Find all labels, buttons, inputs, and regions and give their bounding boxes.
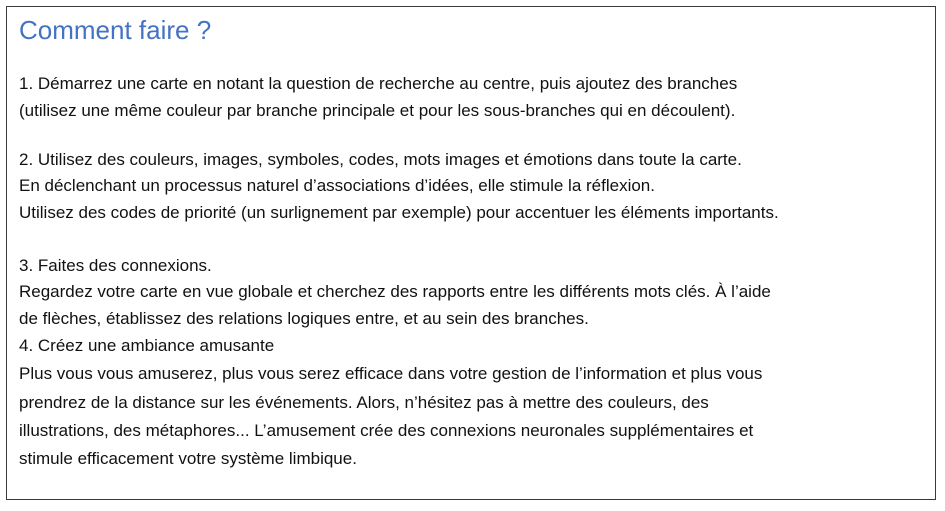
step-2-line-2: En déclenchant un processus naturel d’associations d’idées, elle stimule la réflexion. [19,176,655,195]
step-4-line-1: 4. Créez une ambiance amusante [19,336,275,355]
step-2-line-3: Utilisez des codes de priorité (un surlignement par exemple) pour accentuer les éléments importants. [19,203,779,222]
step-4-line-4: illustrations, des métaphores... L’amusement crée des connexions neuronales supplémentaires et [19,421,754,440]
step-1-line-2: (utilisez une même couleur par branche principale et pour les sous-branches qui en découlent). [19,101,736,120]
step-3-line-1: 3. Faites des connexions. [19,256,212,275]
step-4-line-2: Plus vous vous amuserez, plus vous serez efficace dans votre gestion de l’information et plus vous [19,364,763,383]
step-4-line-3: prendrez de la distance sur les événements. Alors, n’hésitez pas à mettre des couleurs, des [19,393,709,412]
step-4-line-5: stimule efficacement votre système limbique. [19,449,357,468]
text-box [6,6,936,500]
step-3-line-2: Regardez votre carte en vue globale et cherchez des rapports entre les différents mots clés. À l’aide [19,282,771,301]
step-1-line-1: 1. Démarrez une carte en notant la question de recherche au centre, puis ajoutez des branches [19,74,738,93]
step-2-line-1: 2. Utilisez des couleurs, images, symboles, codes, mots images et émotions dans toute la carte. [19,150,742,169]
page-title: Comment faire ? [19,15,212,45]
step-3-line-3: de flèches, établissez des relations logiques entre, et au sein des branches. [19,309,589,328]
